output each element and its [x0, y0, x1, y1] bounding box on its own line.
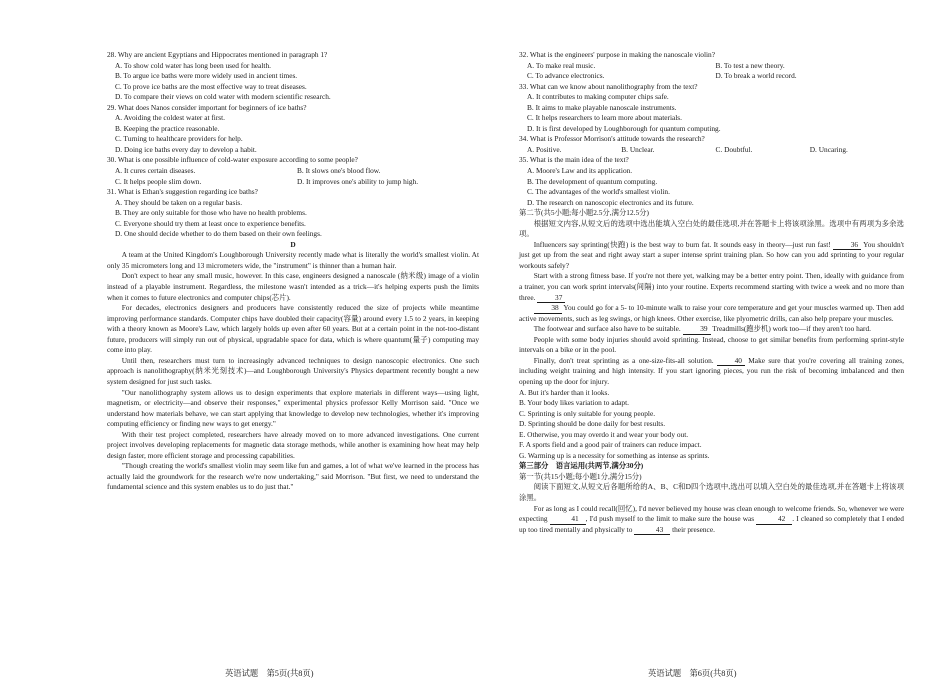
option-a: A. They should be taken on a regular basis. — [115, 197, 243, 207]
option-a: A. Avoiding the coldest water at first. — [115, 113, 225, 123]
part-3-title: 第三部分 语言运用(共两节,满分30分) — [519, 461, 644, 471]
section-2-instructions: 根据短文内容,从短文后的选项中选出能填入空白处的最佳选项,并在答题卡上将该项涂黑。选项中有两项为多余选项。 — [519, 218, 904, 239]
option-row — [519, 145, 904, 156]
blank-43: 43 — [634, 526, 670, 536]
option-d: D. To break a world record. — [715, 71, 797, 81]
page-footer-left: 英语试题 第5页(共8页) — [225, 669, 314, 678]
choice-g: G. Warming up is a necessity for something as intense as sprints. — [519, 450, 710, 460]
option-c: C. To prove ice baths are the most effective way to treat diseases. — [115, 81, 307, 91]
page-6-column — [519, 50, 904, 535]
blank-40: 40 — [717, 357, 745, 367]
option-row — [107, 177, 479, 188]
text-run: The footwear and surface also have to be suitable. — [533, 324, 681, 334]
cloze-paragraph-1 — [519, 240, 904, 272]
option-c: C. Everyone should try them at least once to experience benefits. — [115, 218, 306, 228]
text-run: Make sure that you're covering all training zones, including weight training and high intensity. If you start ignoring pieces, you run the risk of becoming imbalanced and then opening up the door for injury. — [519, 355, 904, 386]
option-row — [107, 166, 479, 177]
text-run: , I'd push myself to the limit to make sure the house was — [585, 514, 755, 524]
cloze-paragraph-6 — [519, 356, 904, 388]
page-5-column — [107, 50, 479, 493]
question-30 — [107, 155, 479, 187]
text-run: For as long as I could recall(回忆), I'd never believed my house was clean enough to welcome friends. So, whenever we were expecting — [519, 503, 904, 524]
choice-b: B. Your body likes variation to adapt. — [519, 398, 629, 408]
section-2-title: 第二节(共5小题;每小题2.5分,满分12.5分) — [519, 208, 649, 218]
option-a: A. To show cold water has long been used for health. — [115, 60, 271, 70]
option-d: D. It improves one's ability to jump high. — [297, 176, 419, 186]
option-b: B. Unclear. — [621, 144, 655, 154]
text-run: Treadmills(跑步机) work too—if they aren't too hard. — [712, 324, 871, 334]
option-c: C. It helps people slim down. — [115, 176, 202, 186]
text-run: Influencers say sprinting(快跑) is the best way to burn fat. It sounds easy in theory—just run fast! — [533, 239, 831, 249]
text-run: their presence. — [672, 524, 715, 534]
question-stem: 29. What does Nanos consider important for beginners of ice baths? — [107, 102, 307, 112]
question-stem: 33. What can we know about nanolithography from the text? — [519, 81, 698, 91]
passage-paragraph-3: For decades, electronics designers and producers have consistently reduced the size of projects while meantime improving performance standards. Computer chips have doubled their capacity(容量) around every 1.5 to 2 years, in keeping with a theory known as Moore's Law, which largely holds up even after 60 years. But at a certain point in the not-too-distant future, producers will simply run out of physical, upgradable space for data, which is where quantum(量子) computing may come into play. — [107, 303, 479, 355]
question-31 — [107, 187, 479, 240]
passage-paragraph-5: "Our nanolithography system allows us to design experiments that explore materials in different ways—using light, magnetism, or electricity—and observe their responses," experimental physics professor Kelly Morrison said. "Once we understand how materials behave, we can start applying that knowledge to develop new technologies, whether it's improving computing efficiency or finding new ways to get energy." — [107, 387, 479, 429]
blank-39: 39 — [683, 325, 711, 335]
blank-42: 42 — [756, 515, 792, 525]
option-a: A. It cures certain diseases. — [115, 166, 196, 176]
option-b: B. It aims to make playable nanoscale instruments. — [527, 102, 677, 112]
option-c: C. Doubtful. — [715, 144, 753, 154]
option-a: A. To make real music. — [527, 60, 596, 70]
question-35 — [519, 155, 904, 208]
text-run: You could go for a 5- to 10-minute walk to raise your core temperature and get your muscles warmed up. Then add active movements, such as leg swings, or high knees. Other exercise, like plyometric drills, can also help prepare your muscles. — [519, 303, 904, 323]
question-33 — [519, 82, 904, 135]
cloze-paragraph-5: People with some body injuries should avoid sprinting. Instead, choose to get similar benefits from performing sprint-style intervals on a bike or in the pool. — [519, 334, 904, 355]
option-b: B. Keeping the practice reasonable. — [115, 123, 220, 133]
question-32 — [519, 50, 904, 82]
cloze-paragraph-3 — [519, 303, 904, 324]
option-d: D. It is first developed by Loughborough for quantum computing. — [527, 123, 721, 133]
option-a: A. Positive. — [527, 144, 562, 154]
option-d: D. Doing ice baths every day to develop a habit. — [115, 144, 257, 154]
cloze-paragraph-4 — [519, 324, 904, 335]
passage-paragraph-1: A team at the United Kingdom's Loughborough University recently made what is literally the world's smallest violin. At only 35 micrometers long and 13 micrometers wide, the "instrument" is thinner than a human hair. — [107, 250, 479, 270]
option-d: D. Uncaring. — [809, 144, 848, 154]
option-b: B. To argue ice baths were more widely used in ancient times. — [115, 71, 298, 81]
section-1-title: 第一节(共15小题;每小题1分,满分15分) — [519, 471, 642, 481]
text-run: . I cleaned so completely that I ended up too tired mentally and physically to — [519, 514, 904, 534]
cloze-paragraph-2 — [519, 271, 904, 303]
question-stem: 35. What is the main idea of the text? — [519, 155, 629, 165]
option-row — [519, 71, 904, 82]
passage-paragraph-2: Don't expect to hear any small music, however. In this case, engineers designed a nanoscale (纳米级) image of a violin instead of a playable instrument. Regardless, the milestone wasn't intended as a trick—it's helping experts push the limits when it comes to future electronics and computer chips(芯片). — [107, 271, 479, 302]
choice-f: F. A sports field and a good pair of trainers can reduce impact. — [519, 440, 702, 450]
passage-heading: D — [290, 239, 296, 249]
passage-paragraph-6: With their test project completed, researchers have already moved on to more advanced investigations. One current project involves developing replacements for magnetic data storage methods, while another is examining how heat may help design faster, more efficient storage and processing capabilities. — [107, 429, 479, 460]
text-run: You shouldn't just get up from the seat and right away start a super intense sprint training plan. So how can you add sprinting to your regular workouts safely? — [519, 239, 904, 270]
option-a: A. Moore's Law and its application. — [527, 166, 633, 176]
option-d: D. The research on nanoscopic electronics and its future. — [527, 197, 694, 207]
question-stem: 34. What is Professor Morrison's attitude towards the research? — [519, 134, 705, 144]
story-paragraph-1 — [519, 504, 904, 536]
text-run: Finally, don't treat sprinting as a one-size-fits-all solution. — [533, 355, 714, 365]
option-row — [519, 61, 904, 72]
question-stem: 30. What is one possible influence of cold-water exposure according to some people? — [107, 155, 358, 165]
option-a: A. It contributes to making computer chips safe. — [527, 92, 669, 102]
choice-d: D. Sprinting should be done daily for best results. — [519, 419, 666, 429]
option-c: C. The advantages of the world's smallest violin. — [527, 187, 670, 197]
option-b: B. The development of quantum computing. — [527, 176, 658, 186]
passage-paragraph-7: "Though creating the world's smallest violin may seem like fun and games, a lot of what we've learned in the process has actually laid the groundwork for the research we're now undertaking," said Morrison. "But first, we need to understand the fundamental science and this system enables us to do just that." — [107, 461, 479, 492]
choice-e: E. Otherwise, you may overdo it and wear your body out. — [519, 429, 689, 439]
text-run: Start with a strong fitness base. If you're not there yet, walking may be a better entry point. Then, ideally with guidance from a trainer, you can work sprint intervals(间隔) into your routine. Experts recommend starting with twice a week and no more than three. — [519, 271, 904, 302]
question-29 — [107, 103, 479, 156]
passage-paragraph-4: Until then, researchers must turn to increasingly advanced techniques to design nanoscopic electronics. One such approach is nanolithography(纳米光刻技术)—and Loughborough University's Physics department recently bought a new system designed for just such tasks. — [107, 355, 479, 386]
option-b: B. To test a new theory. — [715, 60, 785, 70]
option-b: B. It slows one's blood flow. — [297, 166, 381, 176]
blank-36: 36 — [833, 241, 861, 251]
option-c: C. It helps researchers to learn more about materials. — [527, 113, 682, 123]
question-stem: 32. What is the engineers' purpose in making the nanoscale violin? — [519, 50, 715, 59]
choice-a: A. But it's harder than it looks. — [519, 387, 610, 397]
option-d: D. To compare their views on cold water with modern scientific research. — [115, 92, 331, 102]
option-c: C. To advance electronics. — [527, 71, 605, 81]
option-d: D. One should decide whether to do them based on their own feelings. — [115, 229, 322, 239]
blank-37: 37 — [537, 294, 565, 304]
blank-41: 41 — [550, 515, 586, 525]
blank-38: 38 — [534, 304, 562, 314]
page-footer-right: 英语试题 第6页(共8页) — [648, 669, 737, 678]
question-stem: 31. What is Ethan's suggestion regarding ice baths? — [107, 187, 258, 197]
question-stem: 28. Why are ancient Egyptians and Hippocrates mentioned in paragraph 1? — [107, 50, 328, 59]
question-28 — [107, 50, 479, 103]
question-34 — [519, 134, 904, 155]
option-c: C. Turning to healthcare providers for help. — [115, 134, 243, 144]
choice-c: C. Sprinting is only suitable for young people. — [519, 408, 656, 418]
section-1-instructions: 阅读下面短文,从短文后各题所给的A、B、C和D四个选项中,选出可以填入空白处的最佳选项,并在答题卡上将该项涂黑。 — [519, 482, 904, 502]
option-b: B. They are only suitable for those who have no health problems. — [115, 208, 307, 218]
